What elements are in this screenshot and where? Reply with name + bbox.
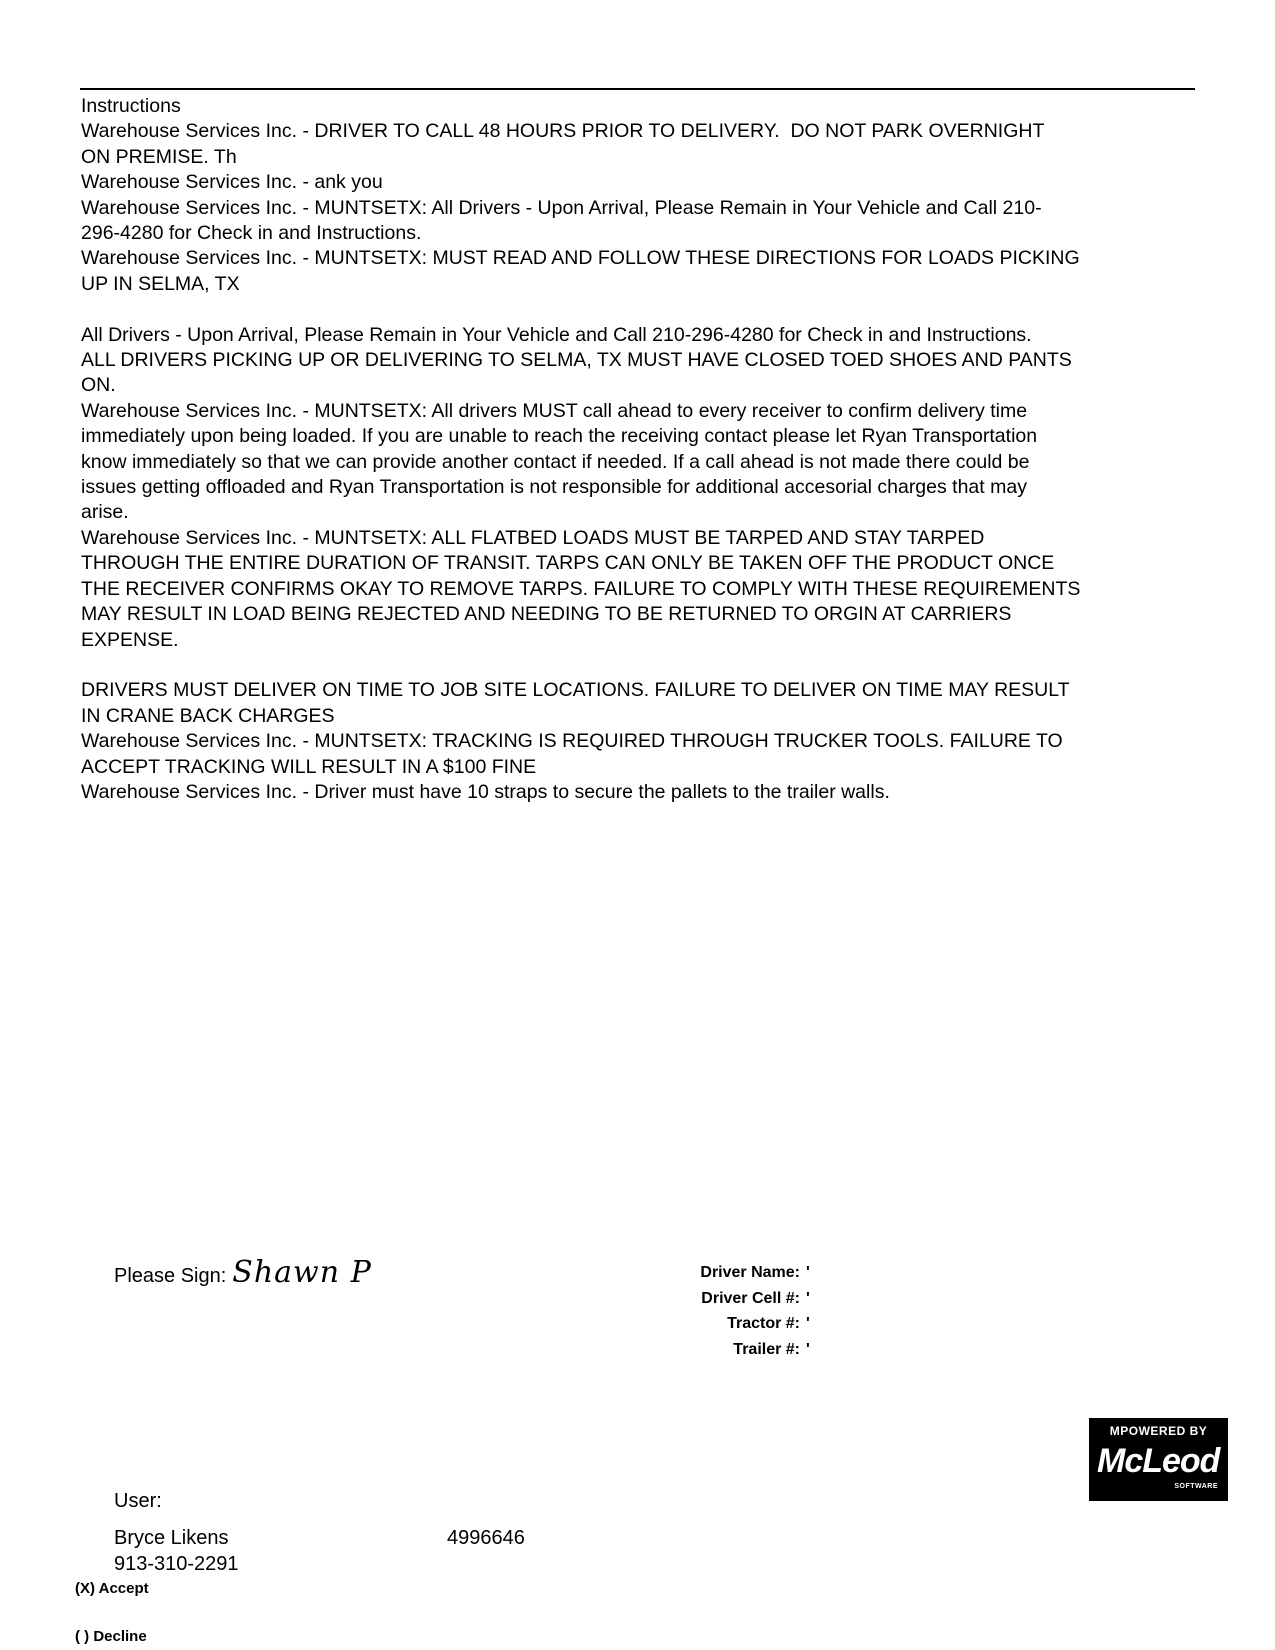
instruction-line: issues getting offloaded and Ryan Transportation is not responsible for additional accesorial charges that may (81, 476, 1027, 499)
mcleod-logo (1089, 1418, 1228, 1501)
instruction-line (81, 653, 1191, 678)
instruction-line: Warehouse Services Inc. - ank you (81, 171, 383, 194)
instruction-line: know immediately so that we can provide another contact if needed. If a call ahead is not made there could be (81, 450, 1030, 473)
signature-value: Shawn P (232, 1255, 372, 1290)
driver-cell-value: ' (806, 1289, 810, 1307)
instruction-line: ON PREMISE. Th (81, 145, 237, 168)
instruction-line: Warehouse Services Inc. - MUNTSETX: All drivers MUST call ahead to every receiver to confirm delivery time (81, 399, 1028, 422)
signature-block (114, 1255, 372, 1290)
driver-cell-row (690, 1286, 810, 1312)
instruction-line: All Drivers - Upon Arrival, Please Remain in Your Vehicle and Call 210-296-4280 for Check in and Instructions. (81, 323, 1032, 346)
instruction-line: arise. (81, 501, 129, 524)
instruction-line: Warehouse Services Inc. - MUNTSETX: All Drivers - Upon Arrival, Please Remain in Your Vehicle and Call 210- (81, 196, 1042, 219)
logo-brand: McLeod (1097, 1442, 1220, 1480)
instruction-line: ALL DRIVERS PICKING UP OR DELIVERING TO SELMA, TX MUST HAVE CLOSED TOED SHOES AND PANTS (81, 349, 1072, 372)
instruction-line: UP IN SELMA, TX (81, 272, 240, 295)
instruction-line: Warehouse Services Inc. - MUNTSETX: TRACKING IS REQUIRED THROUGH TRUCKER TOOLS. FAILURE TO (81, 730, 1063, 753)
instruction-line (81, 297, 1191, 322)
driver-name-value: ' (806, 1264, 810, 1281)
user-id: 4996646 (447, 1527, 525, 1549)
instructions-heading: Instructions (81, 95, 181, 117)
instruction-line: DRIVERS MUST DELIVER ON TIME TO JOB SITE LOCATIONS. FAILURE TO DELIVER ON TIME MAY RESULT (81, 679, 1070, 702)
tractor-row (690, 1311, 810, 1337)
instruction-line: MAY RESULT IN LOAD BEING REJECTED AND NEEDING TO BE RETURNED TO ORGIN AT CARRIERS (81, 603, 1012, 626)
signature-label: Please Sign: (114, 1265, 227, 1287)
driver-name-label: Driver Name: (700, 1264, 800, 1281)
driver-fields (690, 1260, 810, 1362)
instruction-line: THROUGH THE ENTIRE DURATION OF TRANSIT. TARPS CAN ONLY BE TAKEN OFF THE PRODUCT ONCE (81, 552, 1055, 575)
instruction-line: immediately upon being loaded. If you are unable to reach the receiving contact please let Ryan Transportation (81, 425, 1038, 448)
top-divider (80, 88, 1195, 90)
logo-sub-text: SOFTWARE (1174, 1483, 1218, 1490)
tractor-value: ' (806, 1315, 810, 1332)
user-phone: 913-310-2291 (114, 1553, 239, 1575)
instructions-block (81, 94, 1191, 805)
trailer-row (690, 1337, 810, 1363)
user-name: Bryce Likens (114, 1527, 229, 1549)
instruction-line: Warehouse Services Inc. - MUNTSETX: MUST READ AND FOLLOW THESE DIRECTIONS FOR LOADS PICKING (81, 247, 1080, 270)
user-label: User: (114, 1490, 162, 1512)
instruction-line: Warehouse Services Inc. - Driver must have 10 straps to secure the pallets to the trailer walls. (81, 780, 890, 803)
decline-option[interactable]: ( ) Decline (75, 1628, 147, 1645)
trailer-label: Trailer #: (733, 1340, 800, 1358)
instructions-lines (81, 119, 1191, 805)
instruction-line: EXPENSE. (81, 628, 179, 651)
instruction-line: Warehouse Services Inc. - MUNTSETX: ALL FLATBED LOADS MUST BE TARPED AND STAY TARPED (81, 526, 985, 549)
instruction-line: THE RECEIVER CONFIRMS OKAY TO REMOVE TARPS. FAILURE TO COMPLY WITH THESE REQUIREMENTS (81, 577, 1081, 600)
instruction-line: 296-4280 for Check in and Instructions. (81, 222, 422, 245)
logo-top-text: MPOWERED BY (1109, 1424, 1208, 1438)
trailer-value: ' (806, 1340, 810, 1358)
instruction-line: ON. (81, 374, 116, 397)
tractor-label: Tractor #: (727, 1315, 800, 1332)
accept-option[interactable]: (X) Accept (75, 1580, 149, 1597)
instruction-line: ACCEPT TRACKING WILL RESULT IN A $100 FINE (81, 755, 537, 778)
driver-cell-label: Driver Cell #: (701, 1289, 800, 1307)
instruction-line: IN CRANE BACK CHARGES (81, 704, 335, 727)
driver-name-row (690, 1260, 810, 1286)
instruction-line: Warehouse Services Inc. - DRIVER TO CALL 48 HOURS PRIOR TO DELIVERY. DO NOT PARK OVERNIGHT (81, 120, 1045, 143)
